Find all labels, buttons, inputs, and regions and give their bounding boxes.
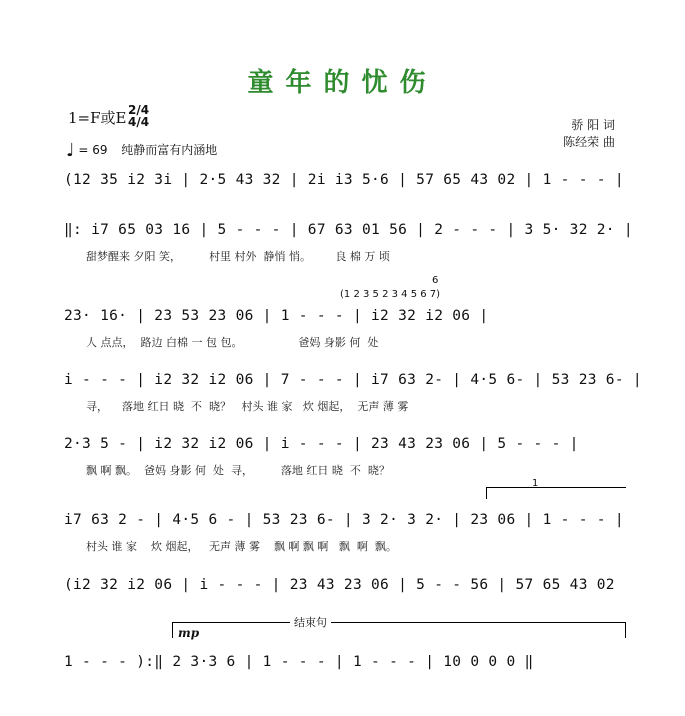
- lyrics-line-4: 寻， 落地 红日 晓 不 晓？ 村头 谁 家 炊 烟起， 无声 薄 雾: [86, 400, 409, 413]
- ending-bracket-right: [625, 622, 626, 638]
- lyrics-line-6: 村头 谁 家 炊 烟起， 无声 薄 雾 飘 啊 飘 啊 飘 啊 飘。: [86, 540, 397, 553]
- tempo-marking: ♩ = 69 纯静而富有内涵地: [66, 140, 218, 161]
- score-line-7: (i2 32 i2 06 | i - - - | 23 43 23 06 | 5 - - 56 | 57 65 43 02: [64, 577, 615, 593]
- ending-bracket: [172, 622, 626, 623]
- quarter-note-icon: ♩: [66, 140, 75, 161]
- page-title: 童年的忧伤: [247, 68, 438, 98]
- lyricist-credit: 骄 阳 词: [571, 118, 615, 132]
- ending-bracket-left: [172, 622, 173, 638]
- tuplet-run: (1 2 3 5 2 3 4 5 6 7): [340, 289, 441, 300]
- volta-bracket: [486, 487, 626, 488]
- score-line-8: 1 - - - ):‖ 2 3·3 6 | 1 - - - | 1 - - - | 10 0 0 0 ‖: [64, 654, 534, 670]
- volta-bracket-left: [486, 487, 487, 499]
- dynamic-marking: mp: [178, 626, 200, 640]
- composer-credit: 陈经荣 曲: [563, 135, 615, 149]
- tuplet-number: 6: [432, 275, 439, 286]
- ending-label: 结束句: [290, 614, 331, 630]
- score-line-1: (12 35 i2 3i | 2·5 43 32 | 2i i3 5·6 | 57 65 43 02 | 1 - - - |: [64, 172, 624, 188]
- score-line-4: i - - - | i2 32 i2 06 | 7 - - - | i7 63 2- | 4·5 6- | 53 23 6- |: [64, 372, 642, 388]
- time-signature: 2/4 4/4: [128, 103, 150, 129]
- score-line-3: 23· 16· | 23 53 23 06 | 1 - - - | i2 32 i2 06 |: [64, 308, 489, 324]
- lyrics-line-2: 甜梦醒来 夕阳 笑， 村里 村外 静悄 悄。 良 棉 万 顷: [86, 250, 390, 263]
- volta-number: 1: [532, 478, 539, 489]
- key-signature: 1=F或E: [68, 109, 127, 127]
- score-line-6: i7 63 2 - | 4·5 6 - | 53 23 6- | 3 2· 3 2· | 23 06 | 1 - - - |: [64, 512, 624, 528]
- lyrics-line-3: 人 点点， 路边 白棉 一 包 包。 爸妈 身影 何 处: [86, 336, 379, 349]
- score-line-2: ‖: i7 65 03 16 | 5 - - - | 67 63 01 56 | 2 - - - | 3 5· 32 2· |: [64, 222, 633, 238]
- lyrics-line-5: 飘 啊 飘。 爸妈 身影 何 处 寻， 落地 红日 晓 不 晓？: [86, 464, 390, 477]
- score-line-5: 2·3 5 - | i2 32 i2 06 | i - - - | 23 43 23 06 | 5 - - - |: [64, 436, 579, 452]
